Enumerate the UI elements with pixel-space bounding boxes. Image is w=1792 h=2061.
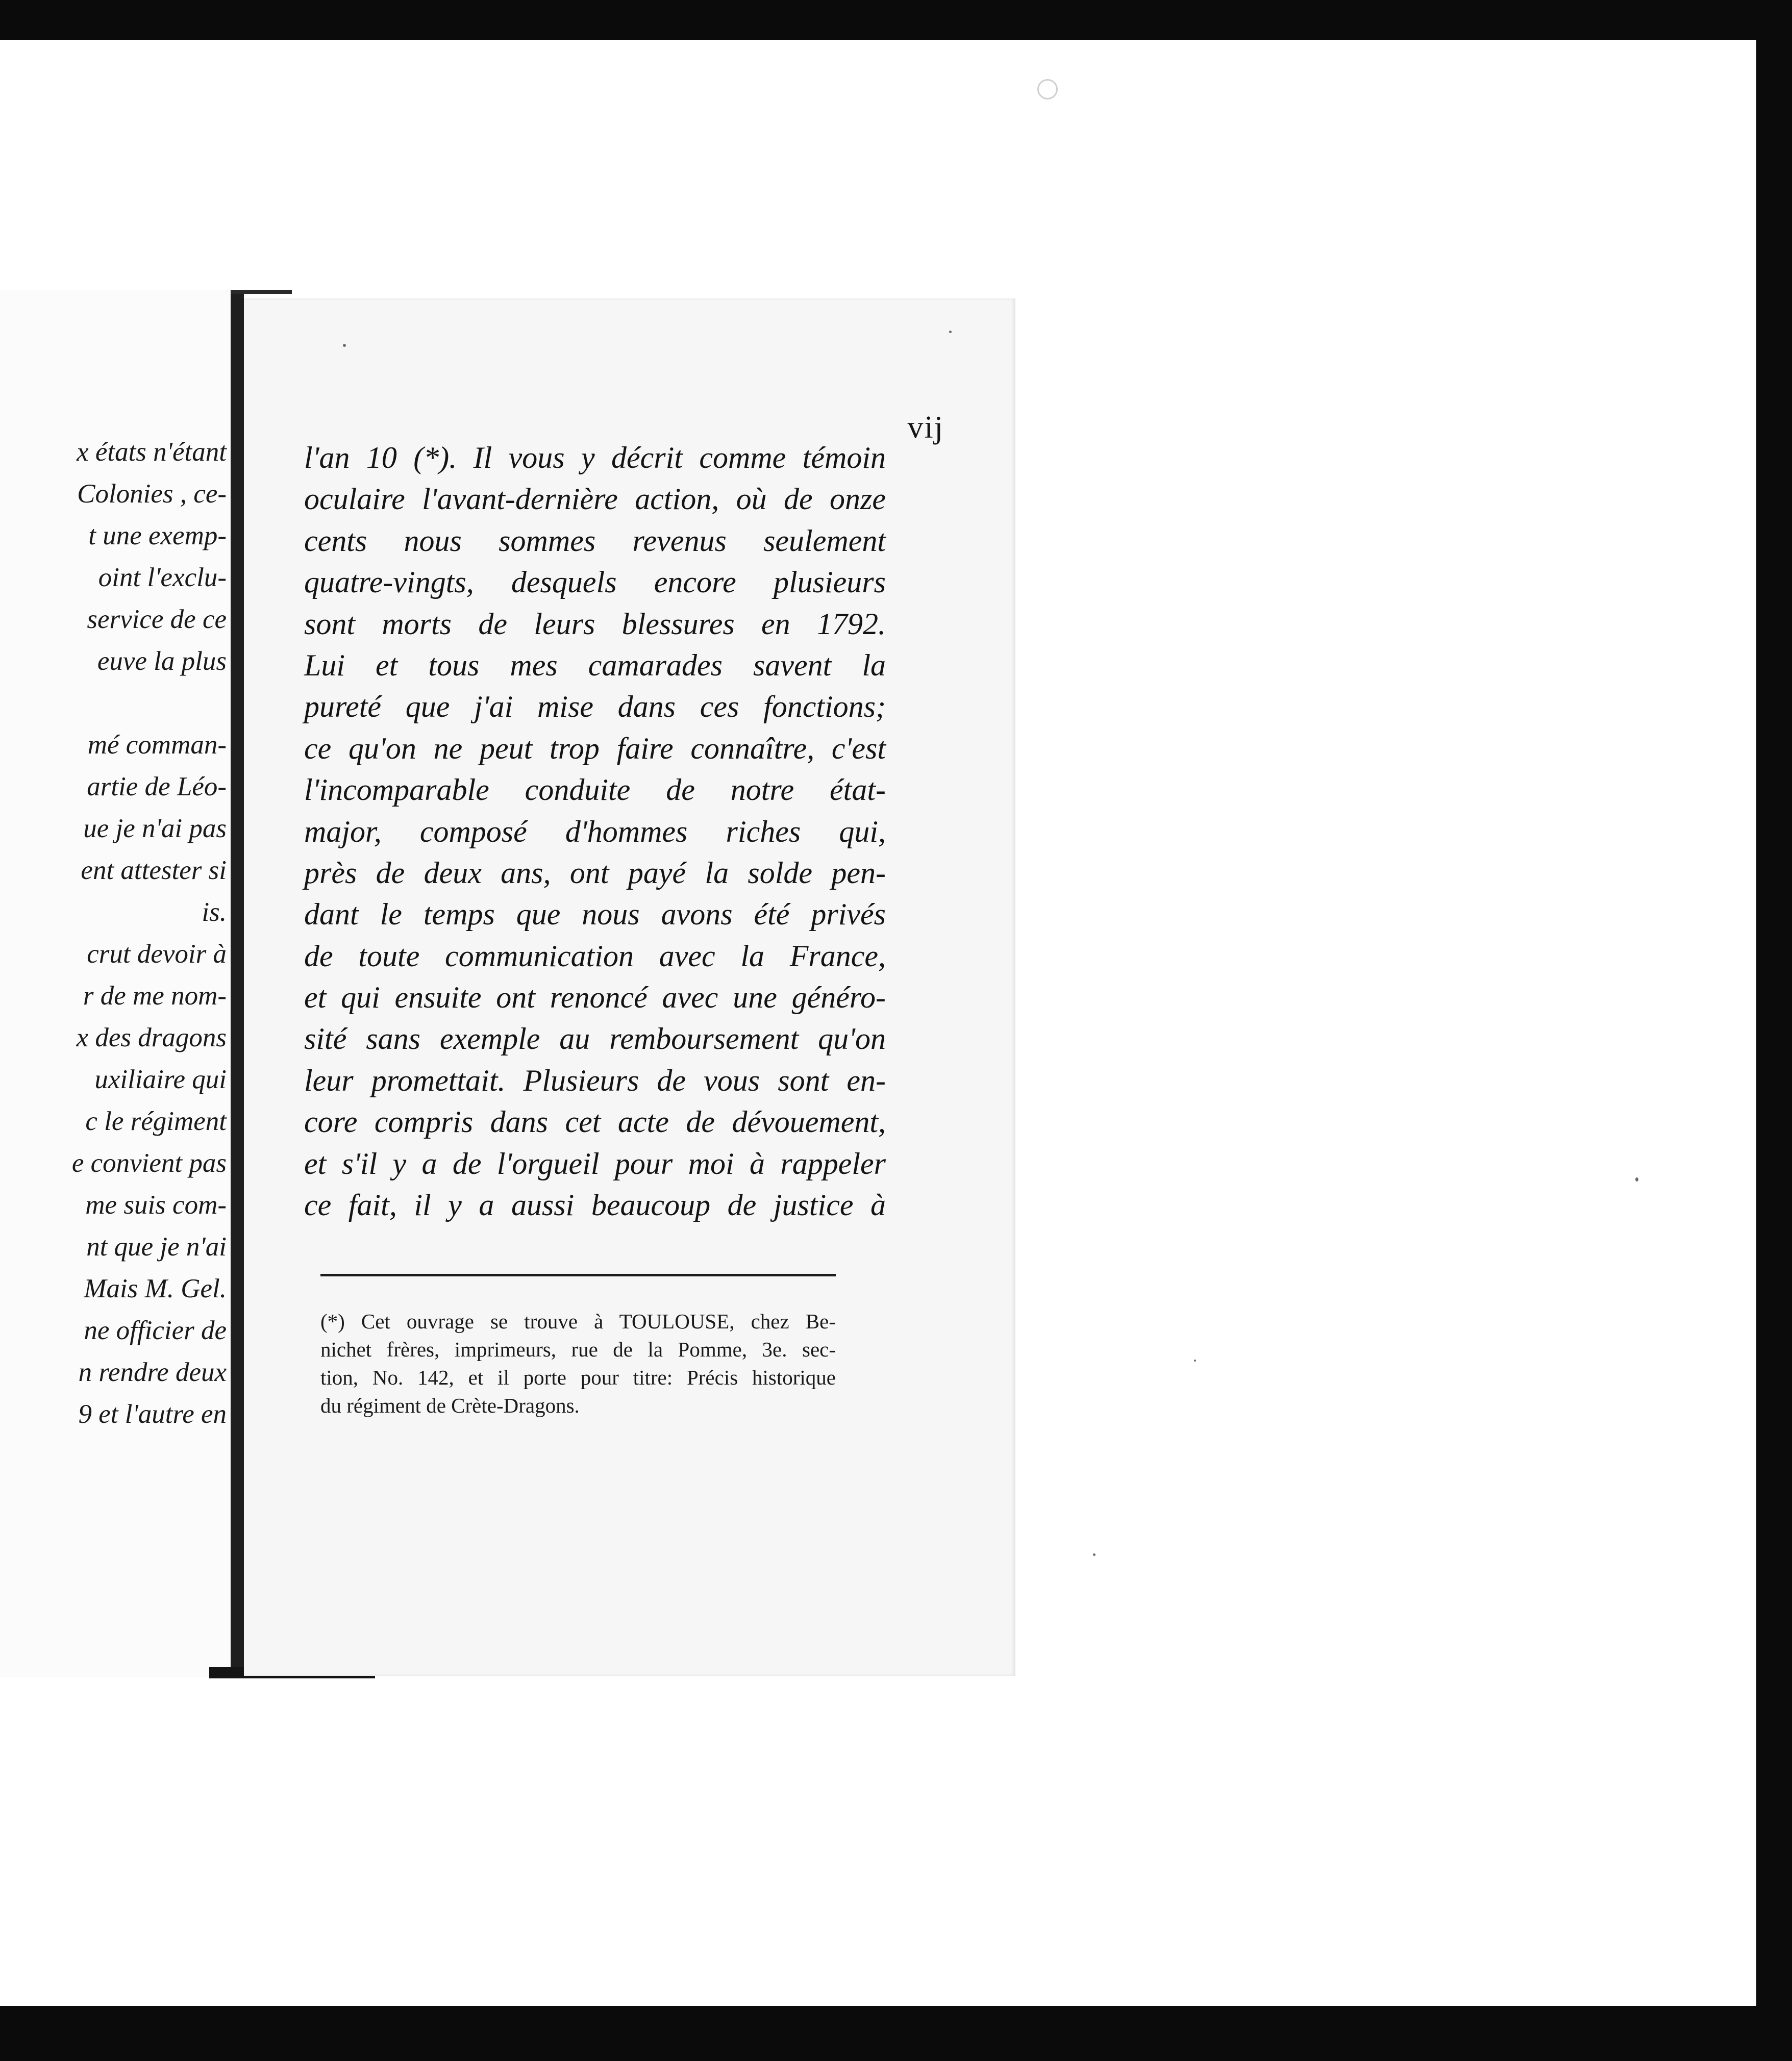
text-line: l'an 10 (*). Il vous y décrit comme témoin (304, 441, 886, 474)
left-line: artie de Léo- (87, 772, 227, 801)
left-line: mé comman- (87, 730, 227, 760)
text-line: leur promettait. Plusieurs de vous sont en- (304, 1063, 886, 1097)
left-line: is. (202, 897, 227, 927)
left-line: Colonies , ce- (77, 479, 227, 509)
text-line: Lui et tous mes camarades savent la (304, 648, 886, 682)
footnote-line: du régiment de Crète-Dragons. (320, 1394, 580, 1417)
scan-speck (1194, 1360, 1196, 1362)
text-line: sité sans exemple au remboursement qu'on (304, 1022, 886, 1056)
text-line: ce qu'on ne peut trop faire connaître, c'est (304, 731, 886, 765)
text-line: dant le temps que nous avons été privés (304, 897, 886, 932)
left-line: oint l'exclu- (98, 563, 227, 592)
left-line: c le régiment (85, 1107, 227, 1136)
text-line: ce fait, il y a aussi beaucoup de justice à (304, 1188, 886, 1222)
left-line-gap (0, 682, 227, 724)
left-line: crut devoir à (87, 939, 227, 969)
left-line: x des dragons (76, 1023, 227, 1052)
text-line: cents nous sommes revenus seulement (304, 523, 886, 558)
left-line: x états n'étant (77, 437, 227, 467)
scan-speck (1635, 1177, 1638, 1182)
scan-speck (1093, 1553, 1096, 1556)
left-line: me suis com- (85, 1190, 227, 1220)
footnote-rule (320, 1274, 836, 1276)
text-line: core compris dans cet acte de dévouement, (304, 1105, 886, 1139)
footnote-line: nichet frères, imprimeurs, rue de la Pomme, 3e. sec- (320, 1338, 836, 1361)
scan-speck (343, 344, 346, 347)
footnote (320, 1308, 836, 1420)
scan-ring-mark (1037, 79, 1058, 99)
scanner-frame-right (1756, 0, 1792, 2061)
text-line: de toute communication avec la France, (304, 939, 886, 973)
text-line: major, composé d'hommes riches qui, (304, 814, 886, 848)
text-line: oculaire l'avant-dernière action, où de onze (304, 482, 886, 516)
scan-speck (949, 331, 952, 333)
text-line: l'incomparable conduite de notre état- (304, 773, 886, 807)
book-spine (231, 290, 244, 1675)
text-line: et qui ensuite ont renoncé avec une généro- (304, 981, 886, 1015)
body-text (304, 437, 886, 1226)
left-line: r de me nom- (83, 981, 227, 1011)
left-line: nt que je n'ai (86, 1232, 227, 1262)
text-line: pureté que j'ai mise dans ces fonctions; (304, 690, 886, 724)
left-page (0, 290, 231, 1677)
left-line: ue je n'ai pas (83, 814, 227, 843)
left-page-text (0, 431, 227, 1435)
left-line: e convient pas (71, 1148, 227, 1178)
left-line: ent attester si (81, 856, 227, 885)
footnote-line: tion, No. 142, et il porte pour titre: Précis historique (320, 1366, 836, 1389)
left-line: Mais M. Gel. (84, 1274, 227, 1303)
right-page (244, 298, 1015, 1676)
left-line: euve la plus (97, 646, 227, 676)
text-line: quatre-vingts, desquels encore plusieurs (304, 565, 886, 599)
footnote-line: (*) Cet ouvrage se trouve à TOULOUSE, chez Be- (320, 1310, 836, 1333)
page-number: vij (907, 410, 944, 445)
scanner-frame-bottom (0, 2006, 1792, 2061)
left-line: t une exemp- (88, 521, 227, 550)
scanner-frame-top (0, 0, 1792, 40)
left-line: uxiliaire qui (94, 1065, 227, 1094)
spine-top-edge (231, 290, 292, 294)
left-line: n rendre deux (78, 1358, 227, 1387)
text-line: et s'il y a de l'orgueil pour moi à rappeler (304, 1146, 886, 1180)
left-line: 9 et l'autre en (78, 1399, 227, 1429)
left-line: ne officier de (84, 1316, 227, 1345)
text-line: près de deux ans, ont payé la solde pen- (304, 856, 886, 890)
text-line: sont morts de leurs blessures en 1792. (304, 607, 886, 641)
left-line: service de ce (87, 605, 227, 634)
